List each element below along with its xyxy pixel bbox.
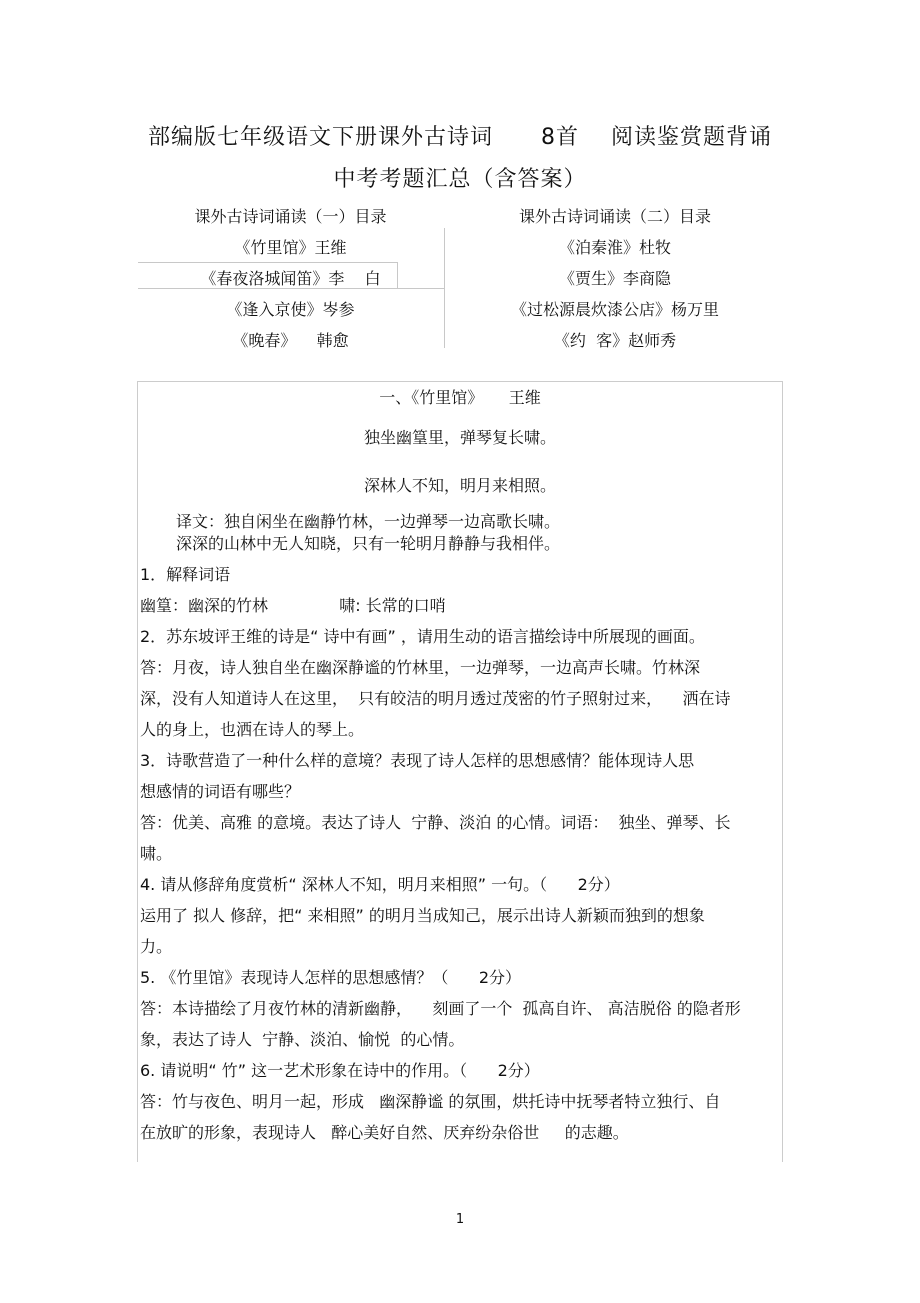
text-line: 运用了 拟人 修辞，把“ 来相照” 的明月当成知己，展示出诗人新颖而独到的想象	[140, 906, 705, 925]
document-title-line2: 中考考题汇总（含答案）	[333, 167, 587, 192]
text-line: 深，没有人知道诗人在这里， 只有皎洁的明月透过茂密的竹子照射过来， 洒在诗	[140, 689, 731, 708]
text-line: 答：竹与夜色、明月一起，形成 幽深静谧 的氛围，烘托诗中抚琴者特立独行、自	[140, 1092, 721, 1111]
text-line: 答：优美、高雅 的意境。表达了诗人 宁静、淡泊 的心情。词语： 独坐、弹琴、长	[140, 813, 731, 832]
section-heading: 一、《竹里馆》 王维	[379, 388, 541, 407]
text-line: 象，表达了诗人 宁静、淡泊、愉悦 的心情。	[140, 1030, 465, 1049]
toc-rule	[138, 288, 444, 289]
text-line: 在放旷的形象，表现诗人 醉心美好自然、厌弃纷杂俗世 的志趣。	[140, 1123, 629, 1142]
text-line: 4. 请从修辞角度赏析“ 深林人不知，明月来相照” 一句。（ 2分）	[140, 875, 620, 894]
toc-right-item: 《贾生》李商隐	[558, 269, 671, 288]
text-line: 5. 《竹里馆》表现诗人怎样的思想感情？（ 2分）	[140, 968, 522, 987]
text-line: 想感情的词语有哪些？	[140, 782, 301, 801]
toc-left-item: 《晚春》 韩愈	[232, 331, 349, 350]
translation-line: 译文：独自闲坐在幽静竹林，一边弹琴一边高歌长啸。	[176, 512, 561, 531]
text-line: 答：月夜，诗人独自坐在幽深静谧的竹林里，一边弹琴，一边高声长啸。竹林深	[140, 658, 701, 677]
poem-line: 深林人不知，明月来相照。	[363, 476, 556, 495]
page-number: 1	[455, 1212, 465, 1227]
toc-left-item: 《春夜洛城闻笛》李 白	[200, 269, 381, 288]
text-line: 6. 请说明“ 竹” 这一艺术形象在诗中的作用。（ 2分）	[140, 1061, 540, 1080]
toc-rule	[138, 262, 397, 263]
text-line: 幽篁：幽深的竹林 啸: 长常的口哨	[140, 596, 446, 615]
text-line: 答：本诗描绘了月夜竹林的清新幽静， 刻画了一个 孤高自许、 高洁脱俗 的隐者形	[140, 999, 741, 1018]
toc-left-item: 《竹里馆》王维	[234, 238, 347, 257]
text-line: 1．解释词语	[140, 565, 231, 584]
toc-rule	[397, 262, 398, 288]
toc-right-item: 《过松源晨炊漆公店》杨万里	[510, 300, 719, 319]
translation-line: 深深的山林中无人知晓，只有一轮明月静静与我相伴。	[176, 534, 561, 553]
text-line: 人的身上，也洒在诗人的琴上。	[140, 720, 365, 739]
text-line: 啸。	[140, 844, 173, 863]
poem-line: 独坐幽篁里，弹琴复长啸。	[363, 428, 556, 447]
toc-left-heading: 课外古诗词诵读（一）目录	[194, 207, 387, 226]
toc-right-item: 《泊秦淮》杜牧	[558, 238, 671, 257]
text-line: 3．诗歌营造了一种什么样的意境？表现了诗人怎样的思想感情？能体现诗人思	[140, 751, 695, 770]
document-title-line1: 部编版七年级语文下册课外古诗词 8首 阅读鉴赏题背诵	[148, 125, 772, 150]
toc-left-item: 《逢入京使》岑参	[226, 300, 355, 319]
text-line: 力。	[140, 937, 173, 956]
toc-right-heading: 课外古诗词诵读（二）目录	[518, 207, 711, 226]
toc-right-item: 《约 客》赵师秀	[553, 331, 677, 350]
toc-divider	[444, 228, 445, 348]
text-line: 2．苏东坡评王维的诗是“ 诗中有画” ，请用生动的语言描绘诗中所展现的画面。	[140, 627, 705, 646]
